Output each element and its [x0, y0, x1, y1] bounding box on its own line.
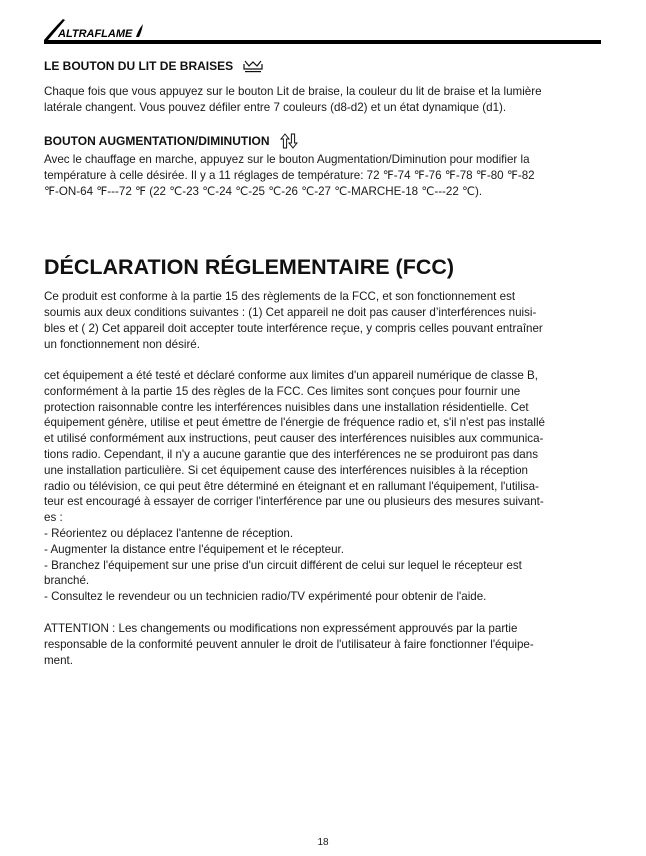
text-line: un fonctionnement non désiré. — [44, 338, 200, 351]
up-down-arrows-icon — [280, 133, 298, 149]
text-line: protection raisonnable contre les interférences nuisibles dans une installation résidentielle. Cet — [44, 400, 529, 414]
text-line: conformément à la partie 15 des règles de la FCC. Ces limites sont conçues pour fournir une — [44, 384, 521, 398]
header-rule — [44, 40, 601, 44]
ember-bed-paragraph — [44, 84, 542, 116]
text-line: Avec le chauffage en marche, appuyez sur le bouton Augmentation/Diminution pour modifier la — [44, 153, 530, 166]
text-line: responsable de la conformité peuvent annuler le droit de l'utilisateur à faire fonctionner l'équipe- — [44, 638, 534, 651]
text-line: température à celle désirée. Il y a 11 réglages de température: 72 ℉-74 ℉-76 ℉-78 ℉-80 ℉-82 — [44, 169, 535, 182]
list-item: - Consultez le revendeur ou un technicien radio/TV expérimenté pour obtenir de l'aide. — [44, 590, 487, 604]
fcc-interference-paragraph — [44, 368, 545, 605]
up-down-heading-text: BOUTON AUGMENTATION/DIMINUTION — [44, 134, 270, 148]
text-line: et utilisé conformément aux instructions, peut causer des interférences nuisibles aux communica- — [44, 432, 544, 446]
text-line: cet équipement a été testé et déclaré conforme aux limites d'un appareil numérique de classe B, — [44, 369, 538, 382]
list-item: - Branchez l'équipement sur une prise d'un circuit différent de celui sur lequel le récepteur est — [44, 558, 522, 572]
ember-bed-heading — [44, 58, 263, 74]
text-line: latérale changent. Vous pouvez défiler entre 7 couleurs (d8-d2) et un état dynamique (d1). — [44, 101, 507, 114]
text-line: es : — [44, 511, 63, 525]
list-item: - Augmenter la distance entre l'équipement et le récepteur. — [44, 542, 344, 556]
up-down-heading — [44, 133, 298, 149]
fcc-intro-paragraph — [44, 289, 543, 353]
ember-bed-heading-text: LE BOUTON DU LIT DE BRAISES — [44, 59, 234, 73]
text-line: ℉-ON-64 ℉---72 ℉ (22 ℃-23 ℃-24 ℃-25 ℃-26 ℃-27 ℃-MARCHE-18 ℃---22 ℃). — [44, 185, 483, 198]
text-line: Ce produit est conforme à la partie 15 des règlements de la FCC, et son fonctionnement est — [44, 290, 516, 303]
page-number: 18 — [317, 837, 329, 848]
text-line: une installation particulière. Si cet équipement cause des interférences nuisibles à la réception — [44, 463, 528, 477]
flame-logo-icon — [136, 24, 143, 37]
logo-text: ALTRAFLAME — [58, 28, 133, 40]
up-down-paragraph — [44, 152, 535, 200]
text-line: radio ou télévision, ce qui peut être déterminé en éteignant et en rallumant l'équipement, l'utilisa- — [44, 479, 539, 493]
text-line: soumis aux deux conditions suivantes : (1) Cet appareil ne doit pas causer d’interférences nuisi- — [44, 306, 537, 319]
text-line: équipement génère, utilise et peut émettre de l'énergie de fréquence radio et, s'il n'est pas installé — [44, 416, 545, 430]
text-line: ATTENTION : Les changements ou modifications non expressément approuvés par la partie — [44, 622, 518, 635]
fcc-title: DÉCLARATION RÉGLEMENTAIRE (FCC) — [44, 255, 455, 279]
text-line: Chaque fois que vous appuyez sur le bouton Lit de braise, la couleur du lit de braise et la lumière — [44, 85, 542, 98]
list-item: - Réorientez ou déplacez l'antenne de réception. — [44, 526, 294, 540]
fcc-warning-paragraph — [44, 621, 534, 669]
ember-bed-icon — [243, 59, 263, 73]
text-line: teur est encouragé à essayer de corriger l'interférence par une ou plusieurs des mesures suivant- — [44, 495, 544, 509]
text-line: ment. — [44, 654, 73, 667]
text-line: branché. — [44, 574, 90, 588]
text-line: tions radio. Cependant, il n'y a aucune garantie que des interférences ne se produiront pas dans — [44, 447, 538, 461]
altraflame-logo — [44, 16, 144, 40]
text-line: bles et ( 2) Cet appareil doit accepter toute interférence reçue, y compris celles pouvant entraîner — [44, 322, 543, 335]
